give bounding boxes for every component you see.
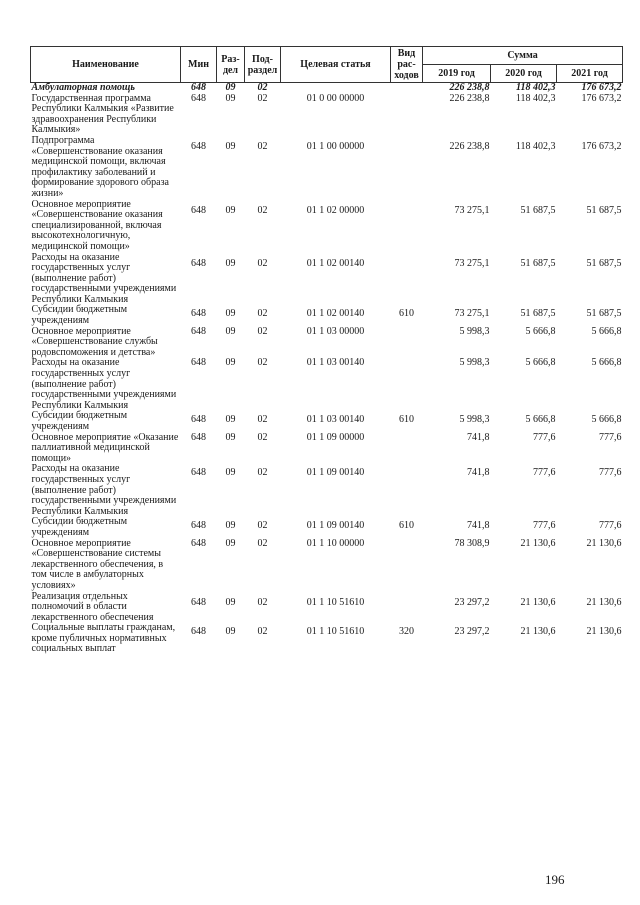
budget-table: [30, 46, 623, 655]
cell-podrazdel: 02: [257, 431, 268, 443]
cell-podrazdel: 02: [257, 308, 268, 320]
cell-min: 648: [191, 431, 206, 443]
cell-razdel: 09: [225, 596, 236, 608]
cell-2019: 78 308,9: [454, 537, 490, 549]
table-header: [31, 47, 623, 83]
cell-min: 648: [191, 626, 206, 638]
cell-2020: 5 666,8: [525, 357, 556, 369]
cell-2019: 73 275,1: [454, 257, 490, 269]
cell-2020: 51 687,5: [520, 257, 556, 269]
cell-podrazdel: 02: [257, 467, 268, 479]
cell-celevaya: 01 0 00 00000: [306, 92, 365, 104]
cell-vid: [391, 433, 423, 465]
table-row: [31, 253, 623, 306]
cell-celevaya: 01 1 10 51610: [306, 596, 365, 608]
cell-vid: [391, 592, 423, 624]
cell-2019: 23 297,2: [454, 596, 490, 608]
cell-celevaya: 01 1 09 00000: [306, 431, 365, 443]
table-row: [31, 83, 623, 94]
cell-name: Субсидии бюджетным учреждениям: [31, 516, 128, 538]
cell-vid: 320: [399, 626, 414, 638]
table-row: [31, 539, 623, 592]
header-celevaya: Целевая статья: [281, 47, 391, 83]
cell-name: Основное мероприятие «Совершенствование системы лекарственного обеспечения, в том числе в амбулаторных условиях»: [31, 537, 164, 591]
cell-2021: 51 687,5: [586, 257, 622, 269]
table-row: [31, 592, 623, 624]
header-summa: Сумма: [423, 47, 623, 65]
cell-name: Субсидии бюджетным учреждениям: [31, 410, 128, 432]
cell-razdel: 09: [225, 414, 236, 426]
cell-celevaya: 01 1 03 00000: [306, 325, 365, 337]
cell-name: Основное мероприятие «Совершенствование службы родовспоможения и детства»: [31, 325, 158, 358]
header-min: Мин: [181, 47, 217, 83]
table-row: [31, 305, 623, 326]
table-row: [31, 464, 623, 517]
cell-2019: 226 238,8: [449, 140, 490, 152]
cell-name: Социальные выплаты гражданам, кроме публичных нормативных социальных выплат: [31, 622, 176, 655]
cell-podrazdel: 02: [257, 204, 268, 216]
cell-razdel: 09: [225, 520, 236, 532]
cell-2020: 118 402,3: [515, 140, 556, 152]
cell-vid: [391, 539, 423, 592]
cell-2020: 777,6: [533, 467, 556, 479]
page-number: 196: [545, 872, 565, 887]
cell-2021: 5 666,8: [591, 325, 622, 337]
cell-min: 648: [191, 92, 206, 104]
cell-2019: 5 998,3: [459, 414, 490, 426]
cell-name: Основное мероприятие «Совершенствование оказания специализированной, включая высокотехнологичную, медицинской помощи»: [31, 198, 163, 252]
cell-2020: 777,6: [533, 431, 556, 443]
cell-2020: 118 402,3: [515, 92, 556, 104]
cell-podrazdel: 02: [257, 520, 268, 532]
cell-podrazdel: 02: [257, 92, 268, 104]
cell-razdel: 09: [225, 467, 236, 479]
cell-min: 648: [191, 257, 206, 269]
cell-razdel: 09: [225, 626, 236, 638]
cell-min: 648: [191, 537, 206, 549]
cell-vid: 610: [399, 520, 414, 532]
cell-min: 648: [191, 325, 206, 337]
cell-vid: [391, 83, 423, 94]
cell-min: 648: [191, 467, 206, 479]
cell-2019: 226 238,8: [449, 82, 490, 93]
cell-name: Расходы на оказание государственных услуг (выполнение работ) государственными учреждениями Республики Калмыкия: [31, 251, 177, 305]
header-vid: Вид рас-ходов: [391, 47, 423, 83]
table-row: [31, 136, 623, 200]
cell-2020: 5 666,8: [525, 325, 556, 337]
header-razdel: Раз-дел: [217, 47, 245, 83]
cell-2019: 5 998,3: [459, 357, 490, 369]
table-row: [31, 358, 623, 411]
cell-min: 648: [191, 140, 206, 152]
header-name: Наименование: [31, 47, 181, 83]
cell-vid: 610: [399, 308, 414, 320]
cell-celevaya: 01 1 10 51610: [306, 626, 365, 638]
header-podrazdel: Под-раздел: [245, 47, 281, 83]
cell-2021: 21 130,6: [586, 596, 622, 608]
cell-min: 648: [191, 308, 206, 320]
cell-razdel: 09: [225, 537, 236, 549]
cell-vid: [391, 358, 423, 411]
cell-2019: 741,8: [467, 431, 490, 443]
cell-name: Амбулаторная помощь: [31, 82, 135, 93]
cell-name: Субсидии бюджетным учреждениям: [31, 304, 128, 327]
cell-celevaya: 01 1 10 00000: [306, 537, 365, 549]
cell-celevaya: 01 1 02 00140: [306, 257, 365, 269]
cell-min: 648: [191, 596, 206, 608]
cell-name: Расходы на оказание государственных услуг (выполнение работ) государственными учреждениями Республики Калмыкия: [31, 463, 177, 517]
cell-celevaya: [281, 83, 391, 94]
table-row: [31, 623, 623, 655]
cell-vid: [391, 136, 423, 200]
cell-2020: 51 687,5: [520, 308, 556, 320]
cell-podrazdel: 02: [257, 357, 268, 369]
cell-2019: 73 275,1: [454, 204, 490, 216]
cell-name: Государственная программа Республики Калмыкия «Развитие здравоохранения Республики Калмыкия»: [31, 92, 174, 136]
cell-2021: 176 673,2: [581, 92, 622, 104]
cell-2019: 5 998,3: [459, 325, 490, 337]
cell-2021: 777,6: [599, 467, 622, 479]
cell-name: Расходы на оказание государственных услуг (выполнение работ) государственными учреждениями Республики Калмыкия: [31, 357, 177, 411]
cell-podrazdel: 02: [257, 140, 268, 152]
cell-razdel: 09: [225, 431, 236, 443]
table-row: [31, 200, 623, 253]
cell-min: 648: [191, 82, 206, 93]
cell-2021: 777,6: [599, 520, 622, 532]
cell-celevaya: 01 1 02 00140: [306, 308, 365, 320]
cell-podrazdel: 02: [257, 325, 268, 337]
cell-celevaya: 01 1 09 00140: [306, 467, 365, 479]
cell-min: 648: [191, 520, 206, 532]
cell-vid: [391, 327, 423, 359]
cell-2020: 118 402,3: [516, 82, 556, 93]
cell-2019: 226 238,8: [449, 92, 490, 104]
cell-vid: [391, 200, 423, 253]
cell-celevaya: 01 1 00 00000: [306, 140, 365, 152]
cell-razdel: 09: [225, 92, 236, 104]
table-row: [31, 433, 623, 465]
cell-2021: 777,6: [599, 431, 622, 443]
cell-2021: 21 130,6: [586, 626, 622, 638]
cell-razdel: 09: [225, 204, 236, 216]
cell-name: Подпрограмма «Совершенствование оказания медицинской помощи, включая профилактику заболеваний и формирование здорового образа жизни»: [31, 134, 169, 199]
cell-2021: 5 666,8: [591, 414, 622, 426]
cell-podrazdel: 02: [257, 596, 268, 608]
cell-celevaya: 01 1 03 00140: [306, 357, 365, 369]
table-row: [31, 411, 623, 432]
cell-podrazdel: 02: [257, 537, 268, 549]
cell-2020: 21 130,6: [520, 626, 556, 638]
cell-min: 648: [191, 357, 206, 369]
table-body: [31, 83, 623, 656]
cell-vid: [391, 94, 423, 136]
table-row: [31, 327, 623, 359]
cell-2021: 51 687,5: [586, 308, 622, 320]
header-2021: 2021 год: [557, 65, 623, 83]
cell-celevaya: 01 1 09 00140: [306, 520, 365, 532]
table-row: [31, 94, 623, 136]
cell-2020: 21 130,6: [520, 596, 556, 608]
cell-razdel: 09: [225, 308, 236, 320]
cell-min: 648: [191, 204, 206, 216]
header-2020: 2020 год: [491, 65, 557, 83]
cell-2021: 176 673,2: [581, 82, 622, 93]
cell-2021: 5 666,8: [591, 357, 622, 369]
cell-vid: [391, 253, 423, 306]
cell-name: Основное мероприятие «Оказание паллиативной медицинской помощи»: [31, 431, 179, 464]
header-2019: 2019 год: [423, 65, 491, 83]
cell-razdel: 09: [225, 82, 236, 93]
cell-2020: 5 666,8: [525, 414, 556, 426]
cell-razdel: 09: [225, 325, 236, 337]
cell-2021: 176 673,2: [581, 140, 622, 152]
cell-razdel: 09: [225, 140, 236, 152]
cell-podrazdel: 02: [257, 257, 268, 269]
cell-2020: 777,6: [533, 520, 556, 532]
cell-2019: 23 297,2: [454, 626, 490, 638]
cell-podrazdel: 02: [257, 626, 268, 638]
cell-celevaya: 01 1 02 00000: [306, 204, 365, 216]
budget-sheet: [30, 46, 622, 655]
table-row: [31, 517, 623, 538]
cell-razdel: 09: [225, 357, 236, 369]
cell-2019: 73 275,1: [454, 308, 490, 320]
cell-podrazdel: 02: [257, 82, 268, 93]
cell-vid: [391, 464, 423, 517]
cell-name: Реализация отдельных полномочий в области лекарственного обеспечения: [31, 590, 154, 623]
cell-2019: 741,8: [467, 520, 490, 532]
cell-razdel: 09: [225, 257, 236, 269]
cell-2020: 21 130,6: [520, 537, 556, 549]
cell-min: 648: [191, 414, 206, 426]
cell-podrazdel: 02: [257, 414, 268, 426]
cell-2020: 51 687,5: [520, 204, 556, 216]
cell-2021: 51 687,5: [586, 204, 622, 216]
cell-2019: 741,8: [467, 467, 490, 479]
cell-2021: 21 130,6: [586, 537, 622, 549]
cell-vid: 610: [399, 414, 414, 426]
cell-celevaya: 01 1 03 00140: [306, 414, 365, 426]
